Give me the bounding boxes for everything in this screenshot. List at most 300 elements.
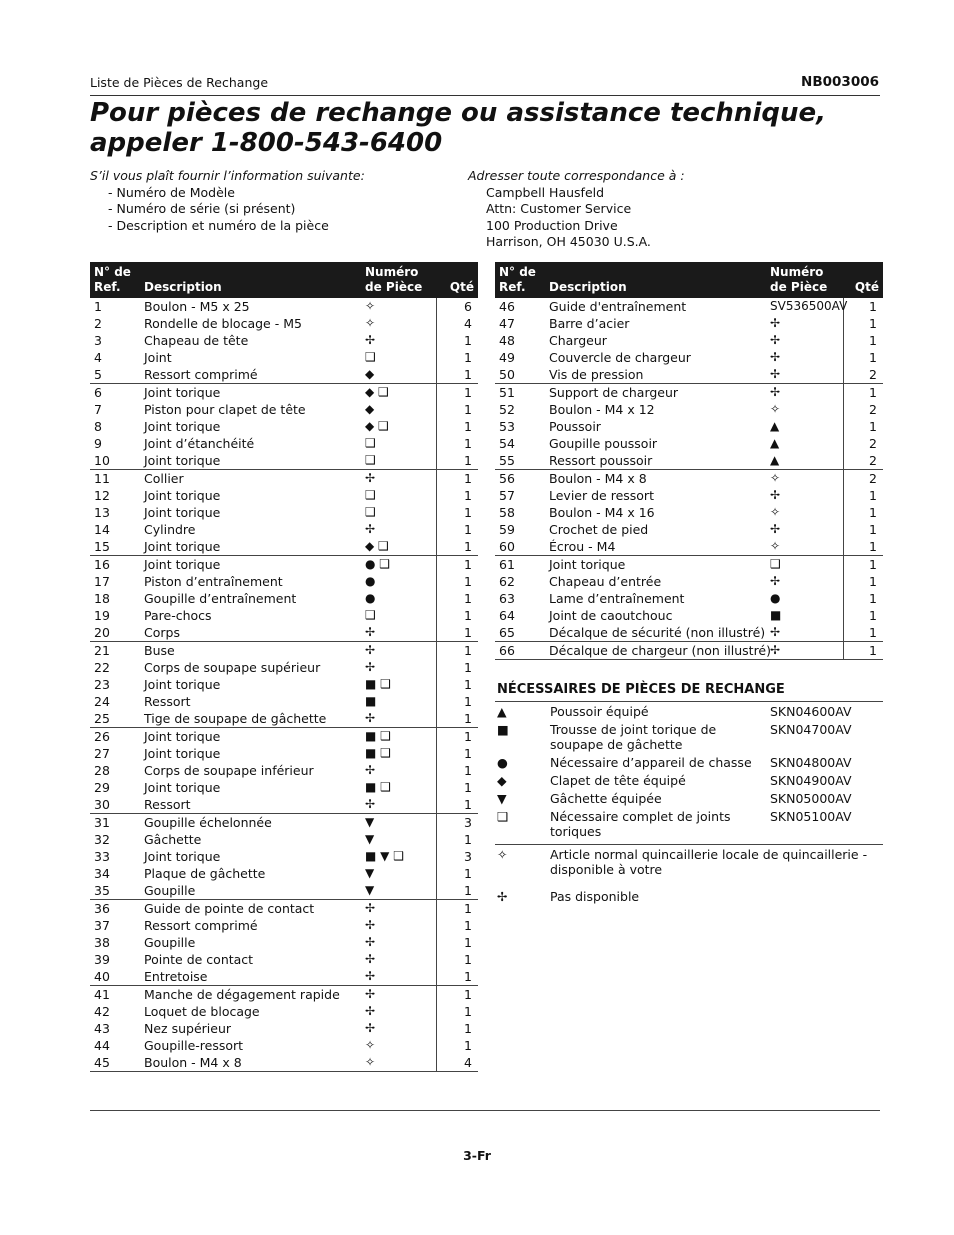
table-row xyxy=(90,1054,478,1072)
cell-part-number: ✢ xyxy=(361,900,436,918)
column-header-part-number: Numéro de Pièce xyxy=(361,262,436,298)
cell-qty: 1 xyxy=(436,556,478,574)
cell-part-number: ✢ xyxy=(766,573,843,590)
kit-part-number: SKN04800AV xyxy=(770,755,852,770)
kit-part-number: SKN04600AV xyxy=(770,704,852,719)
cell-description: Couvercle de chargeur xyxy=(549,350,691,365)
cell-part-number: ◆ xyxy=(361,366,436,384)
cell-description: Goupille xyxy=(144,935,196,950)
table-row xyxy=(495,504,883,521)
cell-qty: 3 xyxy=(436,814,478,832)
cell-ref: 40 xyxy=(94,969,110,984)
cell-description: Corps xyxy=(144,625,180,640)
cell-qty: 1 xyxy=(464,677,472,692)
kit-symbol-icon: ❑ xyxy=(497,809,509,824)
legend-description: Pas disponible xyxy=(550,889,640,904)
cell-qty: 1 xyxy=(464,694,472,709)
cell-part-number: ❑ xyxy=(361,435,436,452)
required-info-item: - Numéro de Modèle xyxy=(108,184,235,200)
page-title: Pour pièces de rechange ou assistance technique, appeler 1-800-543-6400 xyxy=(90,98,826,158)
document-code: NB003006 xyxy=(801,74,879,90)
cell-part-number: ✢ xyxy=(766,366,843,384)
cell-part-number: ✢ xyxy=(766,349,843,366)
table-row xyxy=(90,349,478,366)
cell-qty: 1 xyxy=(464,350,472,365)
cell-ref: 5 xyxy=(94,367,102,382)
parts-table-right xyxy=(495,262,883,660)
cell-part-number: ✢ xyxy=(766,384,843,402)
legend-symbol-icon: ✧ xyxy=(497,847,508,862)
cell-description: Boulon - M4 x 8 xyxy=(545,470,766,488)
cell-ref: 26 xyxy=(90,728,140,746)
table-row xyxy=(495,298,883,315)
table-row xyxy=(495,315,883,332)
cell-part-number: ✢ xyxy=(361,659,436,676)
cell-description: Joint torique xyxy=(144,746,221,761)
table-row xyxy=(90,521,478,538)
cell-ref: 38 xyxy=(94,935,110,950)
cell-qty: 2 xyxy=(869,453,877,468)
column-header-description: Description xyxy=(140,262,361,298)
cell-ref: 24 xyxy=(94,694,110,709)
cell-part-number: ● xyxy=(766,590,843,607)
kit-row xyxy=(495,753,883,771)
legend-row xyxy=(495,845,883,877)
cell-ref: 15 xyxy=(94,539,110,554)
cell-qty: 4 xyxy=(436,1054,478,1072)
table-header-row xyxy=(90,262,478,298)
cell-description: Lame d’entraînement xyxy=(549,591,685,606)
cell-ref: 43 xyxy=(94,1021,110,1036)
cell-description: Manche de dégagement rapide xyxy=(140,986,361,1004)
cell-qty: 1 xyxy=(843,556,883,574)
cell-part-number: ✢ xyxy=(361,332,436,349)
cell-qty: 1 xyxy=(464,935,472,950)
cell-description: Gâchette xyxy=(144,832,202,847)
cell-qty: 1 xyxy=(436,642,478,660)
table-row xyxy=(90,487,478,504)
cell-description: Vis de pression xyxy=(549,367,644,382)
cell-part-number: ✧ xyxy=(361,315,436,332)
parts-table-right-body xyxy=(495,298,883,660)
legend-row xyxy=(495,887,883,904)
cell-part-number: ✧ xyxy=(766,538,843,556)
cell-ref: 51 xyxy=(495,384,545,402)
cell-qty: 1 xyxy=(464,969,472,984)
legend-description: Article normal quincaillerie locale de quincaillerie - disponible à votre xyxy=(550,847,868,877)
cell-description: Goupille xyxy=(144,883,196,898)
cell-part-number: ▼ xyxy=(361,865,436,882)
cell-description: Guide de pointe de contact xyxy=(140,900,361,918)
cell-part-number: ● xyxy=(361,590,436,607)
cell-qty: 1 xyxy=(464,522,472,537)
table-row xyxy=(90,831,478,848)
column-header-ref: N° de Ref. xyxy=(90,262,140,298)
cell-part-number: SV536500AV xyxy=(766,298,843,315)
table-row xyxy=(90,745,478,762)
cell-qty: 4 xyxy=(464,316,472,331)
table-row xyxy=(90,435,478,452)
cell-part-number: ❑ xyxy=(766,556,843,574)
cell-description: Joint torique xyxy=(144,849,221,864)
table-row xyxy=(90,848,478,865)
cell-part-number: ✧ xyxy=(361,298,436,315)
cell-part-number: ✢ xyxy=(766,642,843,660)
cell-qty: 1 xyxy=(436,384,478,402)
cell-qty: 2 xyxy=(869,436,877,451)
cell-qty: 1 xyxy=(464,952,472,967)
cell-qty: 1 xyxy=(464,453,472,468)
cell-ref: 63 xyxy=(499,591,515,606)
header-divider xyxy=(90,95,880,96)
address-line: Campbell Hausfeld xyxy=(486,184,605,200)
cell-description: Nez supérieur xyxy=(144,1021,231,1036)
legend-symbol-icon: ✢ xyxy=(497,889,508,904)
cell-part-number: ✢ xyxy=(766,315,843,332)
cell-part-number: ❑ xyxy=(361,607,436,624)
kit-description: Clapet de tête équipé xyxy=(550,773,686,788)
cell-qty: 1 xyxy=(436,728,478,746)
table-row xyxy=(495,556,883,574)
table-row xyxy=(90,1020,478,1037)
cell-ref: 36 xyxy=(90,900,140,918)
cell-qty: 1 xyxy=(464,539,472,554)
cell-ref: 39 xyxy=(94,952,110,967)
kits-title: NÉCESSAIRES DE PIÈCES DE RECHANGE xyxy=(495,682,883,702)
table-row xyxy=(90,865,478,882)
cell-qty: 1 xyxy=(436,900,478,918)
cell-part-number: ■ ❑ xyxy=(361,676,436,693)
kit-symbol-icon: ■ xyxy=(497,722,509,737)
cell-qty: 1 xyxy=(869,299,877,314)
table-row xyxy=(90,986,478,1004)
cell-part-number: ✢ xyxy=(766,521,843,538)
cell-qty: 1 xyxy=(464,402,472,417)
cell-ref: 49 xyxy=(499,350,515,365)
cell-qty: 1 xyxy=(464,763,472,778)
cell-part-number: ◆ ❑ xyxy=(361,418,436,435)
cell-qty: 1 xyxy=(464,419,472,434)
table-row xyxy=(90,676,478,693)
cell-qty: 3 xyxy=(464,849,472,864)
cell-description: Goupille d’entraînement xyxy=(144,591,297,606)
cell-description: Décalque de chargeur (non illustré) xyxy=(545,642,766,660)
cell-part-number: ✢ xyxy=(361,951,436,968)
cell-qty: 1 xyxy=(436,470,478,488)
cell-ref: 8 xyxy=(94,419,102,434)
cell-ref: 25 xyxy=(94,711,110,726)
cell-part-number: ✧ xyxy=(766,470,843,488)
cell-part-number: ▲ xyxy=(766,452,843,470)
cell-description: Rondelle de blocage - M5 xyxy=(144,316,302,331)
kit-row xyxy=(495,702,883,720)
table-row xyxy=(90,418,478,435)
table-row xyxy=(90,917,478,934)
table-row xyxy=(495,349,883,366)
cell-qty: 1 xyxy=(464,591,472,606)
table-row xyxy=(90,401,478,418)
cell-ref: 44 xyxy=(94,1038,110,1053)
cell-ref: 11 xyxy=(90,470,140,488)
cell-description: Joint torique xyxy=(144,419,221,434)
address-lead: Adresser toute correspondance à : xyxy=(468,168,685,183)
cell-part-number: ❑ xyxy=(361,487,436,504)
cell-qty: 1 xyxy=(869,316,877,331)
required-info-item: - Description et numéro de la pièce xyxy=(108,217,329,233)
cell-ref: 32 xyxy=(94,832,110,847)
cell-description: Pointe de contact xyxy=(144,952,254,967)
kit-description: Nécessaire complet de joints toriques xyxy=(550,809,731,839)
cell-ref: 29 xyxy=(94,780,110,795)
cell-ref: 59 xyxy=(499,522,515,537)
column-header-qty: Qté xyxy=(843,262,883,298)
correspondence-address-block xyxy=(468,168,685,251)
cell-part-number: ✢ xyxy=(766,332,843,349)
cell-description: Corps de soupape supérieur xyxy=(144,660,321,675)
cell-qty: 1 xyxy=(464,780,472,795)
kit-row xyxy=(495,720,883,753)
cell-ref: 19 xyxy=(94,608,110,623)
document-title: Liste de Pièces de Rechange xyxy=(90,75,269,90)
column-header-ref: N° de Ref. xyxy=(495,262,545,298)
cell-ref: 45 xyxy=(90,1054,140,1072)
cell-description: Loquet de blocage xyxy=(144,1004,260,1019)
cell-qty: 1 xyxy=(436,986,478,1004)
cell-description: Goupille-ressort xyxy=(144,1038,244,1053)
cell-description: Joint torique xyxy=(140,728,361,746)
cell-description: Crochet de pied xyxy=(549,522,649,537)
cell-ref: 37 xyxy=(94,918,110,933)
cell-ref: 42 xyxy=(94,1004,110,1019)
cell-ref: 27 xyxy=(94,746,110,761)
cell-ref: 61 xyxy=(495,556,545,574)
table-row xyxy=(90,332,478,349)
cell-ref: 10 xyxy=(94,453,110,468)
cell-ref: 41 xyxy=(90,986,140,1004)
table-row xyxy=(495,590,883,607)
cell-description: Joint d’étanchéité xyxy=(144,436,255,451)
cell-description: Cylindre xyxy=(144,522,196,537)
cell-ref: 20 xyxy=(94,625,110,640)
column-header-description: Description xyxy=(545,262,766,298)
bottom-divider xyxy=(90,1110,880,1111)
table-row xyxy=(90,624,478,642)
cell-part-number: ✢ xyxy=(361,1003,436,1020)
kit-description: Nécessaire d’appareil de chasse xyxy=(550,755,752,770)
cell-description: Boulon - M5 x 25 xyxy=(144,299,250,314)
cell-part-number: ■ xyxy=(361,693,436,710)
table-row xyxy=(495,470,883,488)
cell-qty: 1 xyxy=(464,660,472,675)
cell-description: Joint torique xyxy=(144,488,221,503)
cell-part-number: ✢ xyxy=(766,624,843,642)
cell-description: Ressort comprimé xyxy=(144,918,258,933)
cell-qty: 1 xyxy=(464,883,472,898)
cell-part-number: ✢ xyxy=(361,986,436,1004)
address-line: Harrison, OH 45030 U.S.A. xyxy=(486,234,651,250)
cell-qty: 1 xyxy=(464,746,472,761)
cell-qty: 2 xyxy=(869,367,877,382)
cell-part-number: ✢ xyxy=(361,521,436,538)
table-row xyxy=(495,487,883,504)
cell-part-number: ✧ xyxy=(361,1037,436,1054)
table-row xyxy=(90,556,478,574)
cell-description: Entretoise xyxy=(144,969,208,984)
kit-part-number: SKN05000AV xyxy=(770,791,852,806)
cell-qty: 1 xyxy=(869,333,877,348)
parts-table-left-body xyxy=(90,298,478,1072)
kit-list xyxy=(495,702,883,840)
table-row xyxy=(495,607,883,624)
kit-row xyxy=(495,771,883,789)
cell-part-number: ▼ xyxy=(361,831,436,848)
cell-ref: 7 xyxy=(94,402,102,417)
cell-qty: 1 xyxy=(843,384,883,402)
cell-qty: 1 xyxy=(464,574,472,589)
cell-qty: 1 xyxy=(869,419,877,434)
kit-row xyxy=(495,789,883,807)
cell-qty: 1 xyxy=(464,333,472,348)
cell-ref: 34 xyxy=(94,866,110,881)
table-row xyxy=(90,900,478,918)
cell-description: Ressort poussoir xyxy=(549,453,653,468)
cell-ref: 31 xyxy=(90,814,140,832)
cell-ref: 21 xyxy=(90,642,140,660)
cell-qty: 1 xyxy=(464,918,472,933)
cell-ref: 52 xyxy=(499,402,515,417)
table-row xyxy=(90,642,478,660)
cell-description: Joint torique xyxy=(144,780,221,795)
table-row xyxy=(90,796,478,814)
kit-part-number: SKN05100AV xyxy=(770,809,852,824)
kit-symbol-icon: ◆ xyxy=(497,773,507,788)
cell-ref: 13 xyxy=(94,505,110,520)
cell-ref: 22 xyxy=(94,660,110,675)
cell-ref: 3 xyxy=(94,333,102,348)
cell-ref: 60 xyxy=(499,539,515,554)
cell-ref: 50 xyxy=(499,367,515,382)
cell-qty: 1 xyxy=(464,436,472,451)
cell-part-number: ● xyxy=(361,573,436,590)
cell-part-number: ✢ xyxy=(361,470,436,488)
table-row xyxy=(90,934,478,951)
cell-ref: 4 xyxy=(94,350,102,365)
table-row xyxy=(90,452,478,470)
table-row xyxy=(90,762,478,779)
cell-qty: 1 xyxy=(464,367,472,382)
cell-description: Plaque de gâchette xyxy=(144,866,266,881)
cell-ref: 1 xyxy=(94,299,102,314)
address-line: Attn: Customer Service xyxy=(486,201,632,217)
cell-part-number: ✢ xyxy=(361,624,436,642)
cell-ref: 65 xyxy=(499,625,515,640)
cell-qty: 1 xyxy=(464,608,472,623)
cell-part-number: ✢ xyxy=(361,917,436,934)
cell-description: Barre d’acier xyxy=(549,316,630,331)
cell-part-number: ■ ❑ xyxy=(361,745,436,762)
column-header-qty: Qté xyxy=(436,262,478,298)
cell-description: Chargeur xyxy=(549,333,607,348)
cell-ref: 14 xyxy=(94,522,110,537)
table-row xyxy=(90,298,478,315)
cell-qty: 1 xyxy=(464,625,472,640)
table-row xyxy=(495,435,883,452)
kit-description: Poussoir équipé xyxy=(550,704,649,719)
cell-description: Goupille poussoir xyxy=(549,436,658,451)
cell-description: Joint torique xyxy=(144,677,221,692)
cell-ref: 58 xyxy=(499,505,515,520)
kit-symbol-icon: ● xyxy=(497,755,508,770)
cell-description: Piston pour clapet de tête xyxy=(144,402,306,417)
table-row xyxy=(90,728,478,746)
cell-part-number: ❑ xyxy=(361,504,436,521)
cell-ref: 54 xyxy=(499,436,515,451)
table-row xyxy=(495,521,883,538)
table-row xyxy=(495,384,883,402)
table-row xyxy=(90,951,478,968)
cell-description: Décalque de sécurité (non illustré) xyxy=(549,625,766,640)
cell-qty: 1 xyxy=(869,574,877,589)
cell-description: Boulon - M4 x 16 xyxy=(549,505,655,520)
cell-description: Tige de soupape de gâchette xyxy=(144,711,327,726)
cell-description: Joint de caoutchouc xyxy=(549,608,673,623)
table-row xyxy=(90,315,478,332)
table-row xyxy=(90,590,478,607)
cell-part-number: ● ❑ xyxy=(361,556,436,574)
cell-ref: 53 xyxy=(499,419,515,434)
cell-part-number: ✢ xyxy=(361,762,436,779)
table-row xyxy=(495,366,883,384)
cell-ref: 28 xyxy=(94,763,110,778)
cell-qty: 2 xyxy=(869,402,877,417)
kit-part-number: SKN04700AV xyxy=(770,722,852,737)
cell-part-number: ▼ xyxy=(361,882,436,900)
table-row xyxy=(90,470,478,488)
cell-part-number: ◆ ❑ xyxy=(361,538,436,556)
cell-part-number: ■ ❑ xyxy=(361,728,436,746)
cell-description: Joint torique xyxy=(144,453,221,468)
cell-ref: 56 xyxy=(495,470,545,488)
table-row xyxy=(90,538,478,556)
cell-description: Boulon - M4 x 8 xyxy=(140,1054,361,1072)
cell-description: Joint torique xyxy=(144,539,221,554)
cell-ref: 47 xyxy=(499,316,515,331)
cell-part-number: ✧ xyxy=(361,1054,436,1072)
cell-qty: 1 xyxy=(464,488,472,503)
cell-description: Écrou - M4 xyxy=(549,539,616,554)
table-row xyxy=(495,624,883,642)
cell-ref: 12 xyxy=(94,488,110,503)
cell-qty: 1 xyxy=(464,505,472,520)
replacement-kits-section xyxy=(495,682,883,904)
cell-part-number: ▲ xyxy=(766,435,843,452)
cell-description: Buse xyxy=(140,642,361,660)
cell-qty: 1 xyxy=(869,522,877,537)
cell-ref: 46 xyxy=(499,299,515,314)
cell-description: Ressort xyxy=(144,797,191,812)
table-row xyxy=(90,693,478,710)
cell-ref: 35 xyxy=(94,883,110,898)
cell-description: Collier xyxy=(140,470,361,488)
cell-ref: 57 xyxy=(499,488,515,503)
cell-ref: 23 xyxy=(94,677,110,692)
cell-qty: 1 xyxy=(869,625,877,640)
cell-ref: 64 xyxy=(499,608,515,623)
cell-description: Pare-chocs xyxy=(144,608,212,623)
kit-symbol-icon: ▲ xyxy=(497,704,507,719)
table-row xyxy=(90,659,478,676)
address-line: 100 Production Drive xyxy=(486,217,618,233)
